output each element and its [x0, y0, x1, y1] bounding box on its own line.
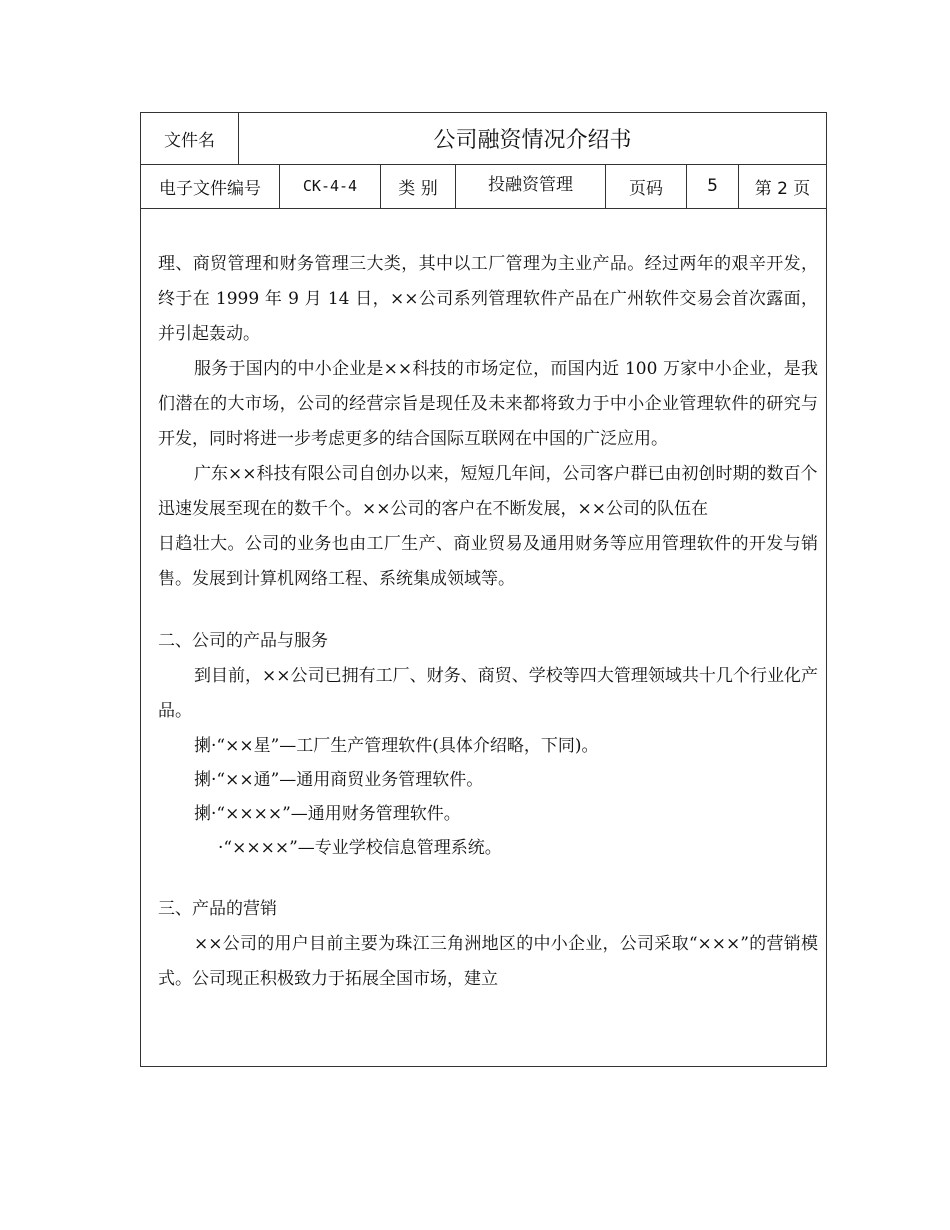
e-file-no-value: CK-4-4 [280, 164, 381, 208]
section-heading: 二、公司的产品与服务 [158, 631, 328, 651]
section-heading: 三、产品的营销 [158, 899, 277, 919]
document-frame [140, 112, 827, 1067]
list-item: ·“××××”—专业学校信息管理系统。 [218, 838, 502, 858]
list-item: 揦·“××通”—通用商贸业务管理软件。 [194, 770, 484, 790]
paragraph: 广东××科技有限公司自创办以来，短短几年间，公司客户群已由初创时期的数百个迅速发展至现在的数千个。××公司的客户在不断发展，××公司的队伍在 [158, 464, 818, 519]
list-item: 揦·“××××”—通用财务管理软件。 [194, 804, 461, 824]
category-label: 类 别 [381, 164, 456, 208]
spacer [158, 865, 818, 892]
page-code-label: 页码 [606, 164, 687, 208]
paragraph: 到目前，××公司已拥有工厂、财务、商贸、学校等四大管理领域共十几个行业化产品。 [158, 666, 818, 721]
document-body [158, 247, 818, 997]
list-item: 揦·“××星”—工厂生产管理软件(具体介绍略，下同)。 [194, 736, 599, 756]
paragraph: 日趋壮大。公司的业务也由工厂生产、商业贸易及通用财务等应用管理软件的开发与销售。发展到计算机网络工程、系统集成领域等。 [158, 534, 818, 589]
paragraph: 服务于国内的中小企业是××科技的市场定位，而国内近 100 万家中小企业，是我们潜在的大市场，公司的经营宗旨是现任及未来都将致力于中小企业管理软件的研究与开发，同时将进一步考虑更多的结合国际互联网在中国的广泛应用。 [158, 359, 818, 449]
page-code-value: 5 [687, 164, 739, 208]
header-row-title [141, 113, 826, 165]
e-file-no-label: 电子文件编号 [141, 164, 280, 208]
document-title: 公司融资情况介绍书 [433, 128, 632, 153]
paragraph: 理、商贸管理和财务管理三大类，其中以工厂管理为主业产品。经过两年的艰辛开发，终于在 1999 年 9 月 14 日，××公司系列管理软件产品在广州软件交易会首次露面，并引起轰动。 [158, 254, 818, 344]
spacer [158, 597, 818, 624]
header-row-meta [141, 164, 826, 209]
category-value: 投融资管理 [456, 164, 606, 208]
page-number: 第 2 页 [754, 178, 811, 199]
paragraph: ××公司的用户目前主要为珠江三角洲地区的中小企业，公司采取“×××”的营销模式。公司现正积极致力于拓展全国市场，建立 [158, 934, 818, 989]
file-name-label: 文件名 [141, 113, 239, 164]
